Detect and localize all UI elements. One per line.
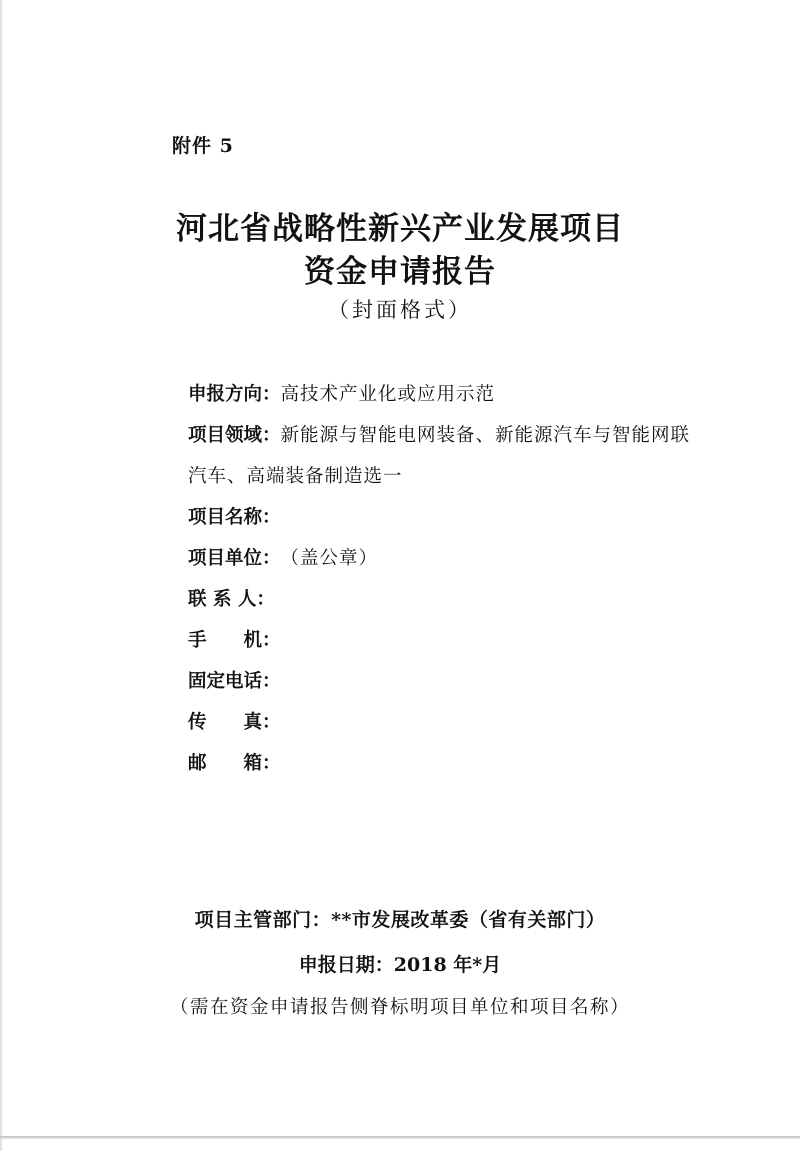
field-name xyxy=(188,497,728,538)
field-direction xyxy=(188,374,728,415)
field-fax-label: 传 真： xyxy=(188,712,281,733)
attachment-label: 附件 5 xyxy=(172,135,234,157)
field-mobile xyxy=(188,620,728,661)
field-domain-label: 项目领域： xyxy=(188,425,281,446)
field-direction-value: 高技术产业化或应用示范 xyxy=(280,384,496,405)
field-fax xyxy=(188,702,728,743)
field-mobile-label: 手 机： xyxy=(188,630,281,651)
field-email xyxy=(188,743,728,784)
scan-edge-bottom xyxy=(0,1136,800,1139)
cover-fields xyxy=(188,374,728,784)
field-unit-value: （盖公章） xyxy=(280,548,379,569)
scan-shadow-left xyxy=(0,0,3,1151)
field-unit xyxy=(188,538,728,579)
footer-department: 项目主管部门：**市发展改革委（省有关部门） xyxy=(194,909,606,931)
field-contact-label: 联 系 人： xyxy=(188,589,275,610)
footer-note: （需在资金申请报告侧脊标明项目单位和项目名称） xyxy=(169,997,630,1018)
field-name-label: 项目名称： xyxy=(188,507,281,528)
title-line-1: 河北省战略性新兴产业发展项目 xyxy=(176,211,624,247)
field-phone xyxy=(188,661,728,702)
field-unit-label: 项目单位： xyxy=(188,548,281,569)
field-contact xyxy=(188,579,728,620)
field-email-label: 邮 箱： xyxy=(188,753,281,774)
subtitle: （封面格式） xyxy=(328,298,472,322)
field-direction-label: 申报方向： xyxy=(188,384,281,405)
field-phone-label: 固定电话： xyxy=(188,671,281,692)
field-domain-value: 新能源与智能电网装备、新能源汽车与智能网联汽车、高端装备制造选一 xyxy=(188,425,691,487)
footer-date: 申报日期：2018 年*月 xyxy=(298,954,502,976)
field-domain xyxy=(188,415,708,497)
title-line-2: 资金申请报告 xyxy=(304,254,496,290)
